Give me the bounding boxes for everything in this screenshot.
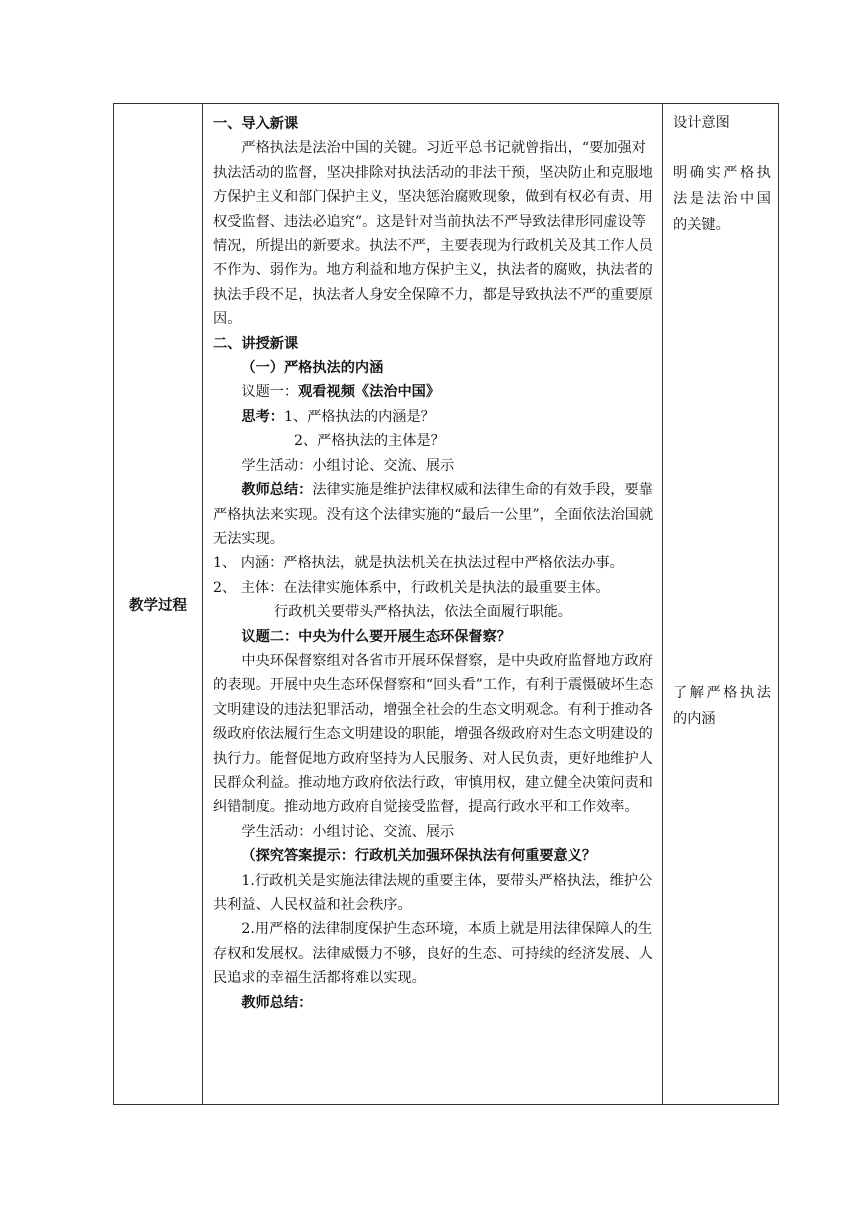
teacher-summary-label: 教师总结： <box>241 482 313 499</box>
explore-heading: （探究答案提示：行政机关加强环保执法有何重要意义？ <box>241 848 597 865</box>
explore-point-1: 1.行政机关是实施法律法规的重要主体，要带头严格执法，维护公共利益、人民权益和社会秩序。 <box>213 872 653 913</box>
design-intent-label: 设计意图 <box>673 115 730 131</box>
topic-two: 议题二：中央为什么要开展生态环保督察？ <box>241 628 511 645</box>
point-subject: 2、 主体：在法律实施体系中，行政机关是执法的最重要主体。 <box>213 579 610 596</box>
table-row <box>114 104 779 1105</box>
student-activity-2: 学生活动：小组讨论、交流、展示 <box>241 823 455 840</box>
topic-two-paragraph: 中央环保督察组对各省市开展环保督察，是中央政府监督地方政府的表现。开展中央生态环保督察和“回头看”工作，有利于震慑破坏生态文明建设的违法犯罪活动，增强全社会的生态文明观念。有利于推动各级政府依法履行生态文明建设的职能，增强各级政府对生态文明建设的执行力。能督促地方政府坚持为人民服务、对人民负责，更好地维护人民群众利益。推动地方政府依法行政，审慎用权，建立健全决策问责和纠错制度。推动地方政府自觉接受监督，提高行政水平和工作效率。 <box>213 652 654 816</box>
content-cell <box>203 104 663 1105</box>
teacher-summary-2: 教师总结： <box>241 994 313 1011</box>
row-label: 教学过程 <box>129 597 187 614</box>
point-connotation: 1、 内涵：严格执法，就是执法机关在执法过程中严格依法办事。 <box>213 555 624 572</box>
topic-one-label: 议题一： <box>241 384 299 401</box>
think-line <box>213 405 654 429</box>
teacher-summary-text: 法律实施是维护法律权威和法律生命的有效手段，要靠严格执法来实现。没有这个法律实施的“最后一公里”，全面依法治国就无法实现。 <box>213 482 654 547</box>
topic-one-title: 观看视频《法治中国》 <box>298 384 441 401</box>
topic-one <box>213 380 654 404</box>
content-body <box>203 104 662 1015</box>
point-subject-continued: 行政机关要带头严格执法，依法全面履行职能。 <box>274 604 572 621</box>
subsection-heading: （一）严格执法的内涵 <box>241 360 384 377</box>
lesson-plan-table <box>113 103 779 1105</box>
think-question-1: 1、严格执法的内涵是？ <box>283 408 435 425</box>
design-intent-note-2: 了解严格执法的内涵 <box>673 685 771 727</box>
intro-paragraph: 严格执法是法治中国的关键。习近平总书记就曾指出，“要加强对执法活动的监督，坚决排除对执法活动的非法干预，坚决防止和克服地方保护主义和部门保护主义，坚决惩治腐败现象，做到有权必有责、用权受监督、违法必追究”。这是针对当前执法不严导致法律形同虚设等情况，所提出的新要求。执法不严，主要表现为行政机关及其工作人员不作为、弱作为。地方利益和地方保护主义，执法者的腐败，执法者的执法手段不足，执法者人身安全保障不力，都是导致执法不严的重要原因。 <box>213 140 653 328</box>
section-heading-intro: 一、导入新课 <box>213 116 299 132</box>
explore-point-2: 2.用严格的法律制度保护生态环境，本质上就是用法律保障人的生存权和发展权。法律威慑力不够，良好的生态、可持续的经济发展、人民追求的幸福生活都将难以实现。 <box>213 921 653 987</box>
design-intent-column <box>663 104 778 1104</box>
design-intent-cell <box>663 104 779 1105</box>
row-label-cell <box>114 104 203 1105</box>
think-question-2: 2、严格执法的主体是？ <box>293 433 445 450</box>
student-activity-1: 学生活动：小组讨论、交流、展示 <box>241 457 455 474</box>
think-label: 思考： <box>241 408 284 425</box>
design-intent-note-1: 明确实严格执法是法治中国的关键。 <box>673 165 771 233</box>
teacher-summary <box>213 478 654 551</box>
section-heading-lecture: 二、讲授新课 <box>213 335 299 352</box>
